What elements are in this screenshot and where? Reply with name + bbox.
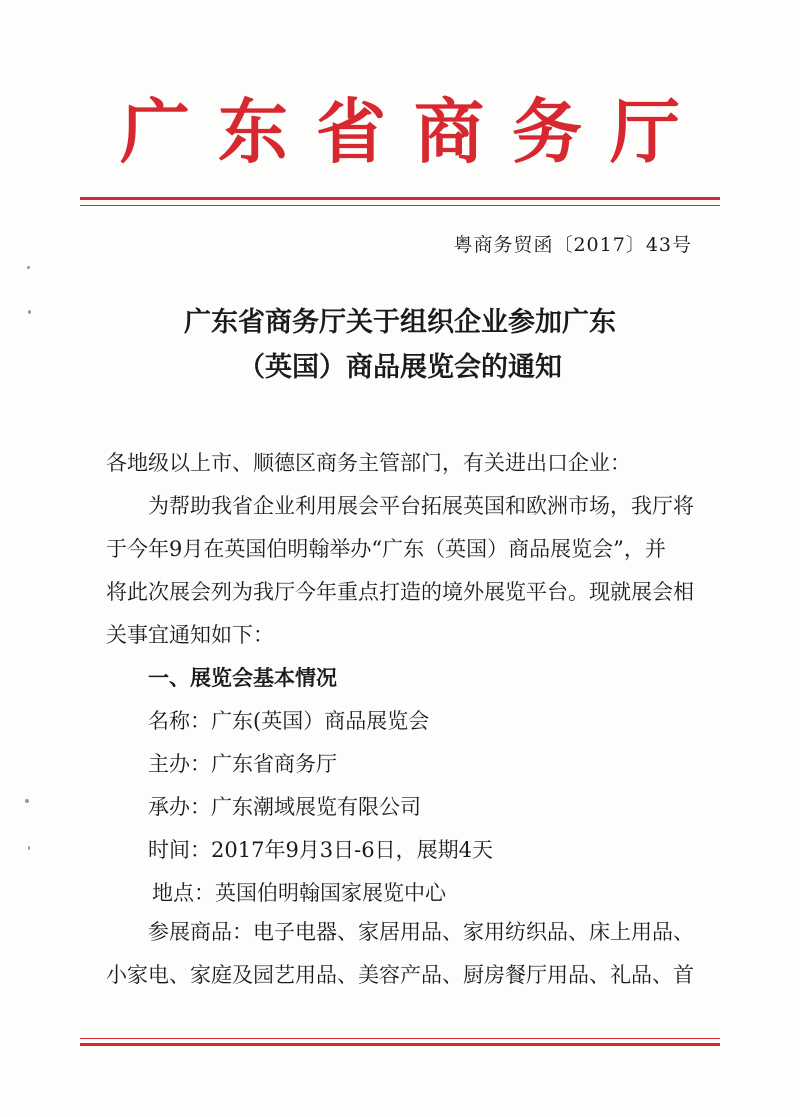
intro-paragraph-line-3: 将此次展会列为我厅今年重点打造的境外展览平台。现就展会相 <box>106 580 694 604</box>
section-heading: 一、展览会基本情况 <box>148 666 337 690</box>
scan-speck <box>27 266 30 269</box>
document-number: 粤商务贸函〔2017〕43号 <box>453 234 692 256</box>
intro-paragraph-line-1: 为帮助我省企业利用展会平台拓展英国和欧洲市场，我厅将 <box>148 494 694 518</box>
exhibition-name: 名称：广东(英国）商品展览会 <box>148 709 430 733</box>
exhibits-paragraph <box>106 911 694 997</box>
document-title-line-1: 广东省商务厅关于组织企业参加广东 <box>184 307 616 338</box>
exhibits-line-1: 参展商品：电子电器、家居用品、家用纺织品、床上用品、 <box>148 920 694 944</box>
intro-paragraph <box>106 485 706 657</box>
footer-rule-thin <box>80 1038 720 1039</box>
document-title-line-2: （英国）商品展览会的通知 <box>238 352 562 383</box>
intro-paragraph-line-4: 关事宜通知如下： <box>106 623 274 647</box>
exhibits-line-2: 小家电、家庭及园艺用品、美容产品、厨房餐厅用品、礼品、首 <box>106 963 694 987</box>
exhibition-time: 时间：2017年9月3日-6日，展期4天 <box>148 838 493 862</box>
exhibition-info-list <box>148 700 493 915</box>
intro-paragraph-line-2: 于今年9月在英国伯明翰举办“广东（英国）商品展览会”，并 <box>106 537 666 561</box>
scan-speck <box>25 799 29 803</box>
letterhead-title: 广东省商务厅 <box>120 90 708 173</box>
letterhead-rule-thin <box>80 205 720 206</box>
scan-speck <box>28 846 30 850</box>
letterhead-rule-thick <box>80 197 720 200</box>
salutation: 各地级以上市、顺德区商务主管部门，有关进出口企业： <box>106 451 631 475</box>
footer-rule-thick <box>80 1043 720 1046</box>
exhibition-venue: 地点：英国伯明翰国家展览中心 <box>152 881 446 905</box>
document-title <box>0 300 800 390</box>
scan-speck <box>28 310 31 314</box>
exhibition-organizer: 主办：广东省商务厅 <box>148 752 337 776</box>
exhibition-undertaker: 承办：广东潮域展览有限公司 <box>148 795 421 819</box>
